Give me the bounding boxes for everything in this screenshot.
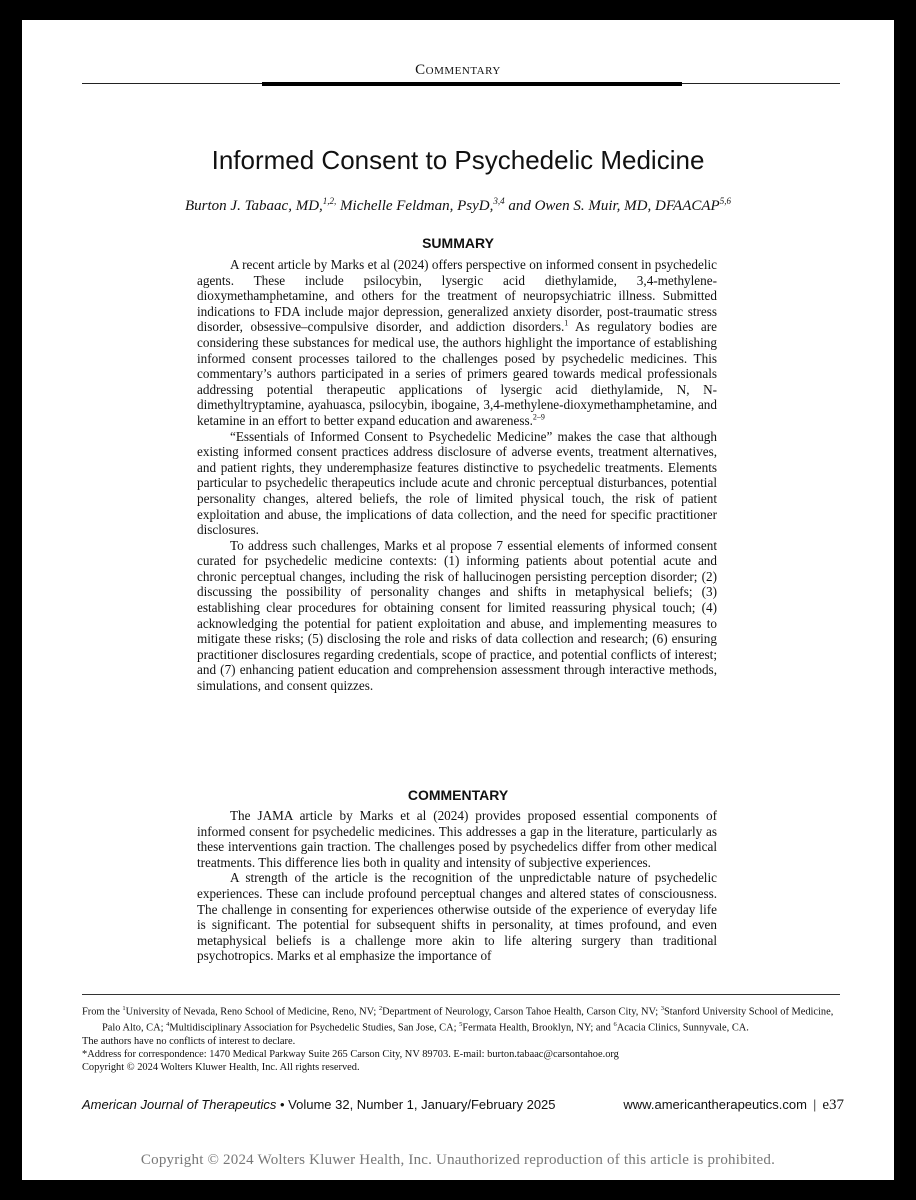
- affiliation-marker: 3: [660, 1005, 664, 1012]
- summary-paragraph: “Essentials of Informed Consent to Psychedelic Medicine” makes the case that although existing informed consent practices address disclosure of adverse events, treatment alternatives, and patient rights, they underemphasize features distinctive to psychedelic treatments. Elements particular to psychedelic therapeutics include acute and chronic perceptual disturbances, potential personality changes, altered beliefs, the role of limited physical touch, the risk of patient exploitation and abuse, the implications of data collection, and the need for specific practitioner disclosures.: [197, 428, 717, 538]
- affiliation-marker: 2: [378, 1005, 383, 1012]
- summary-text: A recent article by Marks et al (2024) offers perspective on informed consent in psychedelic agents. These include psilocybin, lysergic acid diethylamide, 3,4-methylene-dioxymethamphetamine, and others for the treatment of neuropsychiatric illness. Submitted indications to FDA include major depression, generalized anxiety disorder, post-traumatic stress disorder, obsessive–compulsive disorder, and addiction disorders.: [197, 257, 717, 335]
- affiliation-text: Acacia Clinics, Sunnyvale, CA.: [616, 1022, 749, 1034]
- summary-paragraph: [197, 257, 717, 429]
- reference-marker: 2–9: [532, 412, 545, 422]
- author-name: Burton J. Tabaac, MD,: [185, 198, 323, 214]
- affiliation-marker: 4: [166, 1021, 170, 1029]
- reference-marker: 1: [564, 318, 569, 328]
- affiliation-text: Stanford University School of Medicine, Palo Alto, CA;: [102, 1006, 834, 1034]
- footer-right: [623, 1097, 844, 1114]
- conflicts-footnote: The authors have no conflicts of interest to declare.: [82, 1035, 296, 1047]
- commentary-heading: COMMENTARY: [407, 787, 509, 803]
- author-name: and Owen S. Muir, MD, DFAACAP: [504, 198, 720, 214]
- page-number: e37: [822, 1097, 844, 1113]
- author-list: [22, 196, 894, 215]
- article-page: [22, 20, 894, 1180]
- section-label: Commentary: [415, 62, 501, 78]
- issue-info: • Volume 32, Number 1, January/February 2025: [276, 1097, 556, 1112]
- commentary-paragraph: The JAMA article by Marks et al (2024) provides proposed essential components of informed consent for psychedelic medicines. This addresses a gap in the literature, particularly as these interventions gain traction. The challenges posed by psychedelics differ from other medical treatments. This difference lies both in quality and intensity of subjective experiences.: [197, 808, 717, 870]
- journal-name: American Journal of Therapeutics: [82, 1097, 277, 1112]
- affiliation-text: Fermata Health, Brooklyn, NY; and: [462, 1022, 614, 1034]
- author-name: Michelle Feldman, PsyD,: [336, 198, 494, 214]
- header-rule-thick: [262, 82, 682, 86]
- affiliation-text: Multidisciplinary Association for Psychedelic Studies, San Jose, CA;: [169, 1022, 460, 1034]
- journal-website-link[interactable]: www.americantherapeutics.com: [623, 1097, 807, 1112]
- summary-body: [197, 257, 717, 694]
- affiliation-marker: 6: [613, 1021, 617, 1029]
- affiliation-marker: 1: [122, 1005, 126, 1012]
- footer-separator: |: [812, 1097, 817, 1112]
- running-footer: [82, 1097, 844, 1114]
- commentary-paragraph: A strength of the article is the recognition of the unpredictable nature of psychedelic experiences. These can include profound perceptual changes and altered states of consciousness. The challenge in consenting for experiences otherwise outside of the experience of everyday life is significant. The potential for subsequent shifts in personality, at times profound, and even metaphysical beliefs is a challenge more akin to life altering surgery than traditional psychotropics. Marks et al emphasize the importance of: [197, 870, 717, 964]
- summary-paragraph: To address such challenges, Marks et al propose 7 essential elements of informed consent curated for psychedelic medicine contexts: (1) informing patients about potential acute and chronic perceptual changes, including the risk of hallucinogen persisting perception disorder; (2) discussing the possibility of personality changes and shifts in metaphysical beliefs; (3) establishing clear procedures for obtaining consent for limited reassuring physical touch; (4) acknowledging the potential for patient exploitation and abuse, and implementing measures to mitigate these risks; (5) disclosing the role and risks of data collection and research; (6) ensuring practitioner disclosures regarding credentials, scope of practice, and potential conflicts of interest; and (7) enhancing patient education and comprehension assessment through interactive methods, simulations, and consent quizzes.: [197, 537, 717, 694]
- summary-heading: SUMMARY: [422, 235, 494, 251]
- affiliations-footnote: [82, 1002, 842, 1035]
- author-affiliation: 1,2,: [322, 196, 337, 206]
- correspondence-footnote: *Address for correspondence: 1470 Medical Parkway Suite 265 Carson City, NV 89703. E-mail: burton.tabaac@carsontahoe.org: [82, 1048, 619, 1060]
- affiliation-marker: 5: [459, 1021, 463, 1029]
- article-title: Informed Consent to Psychedelic Medicine: [211, 145, 705, 175]
- footnote-rule: [82, 994, 840, 995]
- footnotes: [82, 1002, 842, 1074]
- author-affiliation: 5,6: [719, 196, 731, 206]
- affiliation-text: Department of Neurology, Carson Tahoe Health, Carson City, NV;: [382, 1006, 661, 1018]
- commentary-body: [197, 808, 717, 964]
- journal-citation: [82, 1097, 556, 1112]
- author-affiliation: 3,4: [493, 196, 505, 206]
- copyright-footnote: Copyright © 2024 Wolters Kluwer Health, Inc. All rights reserved.: [82, 1061, 360, 1073]
- summary-text: As regulatory bodies are considering these substances for medical use, the authors highlight the importance of establishing informed consent processes tailored to the challenges posed by psychedelic medicines. This commentary’s authors participated in a series of primers geared towards medical professionals addressing potential therapeutic applications of lysergic acid diethylamide, N, N-dimethyltryptamine, ayahuasca, psilocybin, ibogaine, 3,4-methylene-dioxymethamphetamine, and ketamine in an effort to better expand education and awareness.: [197, 319, 717, 428]
- copyright-banner: Copyright © 2024 Wolters Kluwer Health, Inc. Unauthorized reproduction of this article is prohibited.: [140, 1152, 776, 1168]
- affiliation-text: University of Nevada, Reno School of Medicine, Reno, NV;: [125, 1006, 379, 1018]
- affiliations-lead: From the: [82, 1006, 123, 1018]
